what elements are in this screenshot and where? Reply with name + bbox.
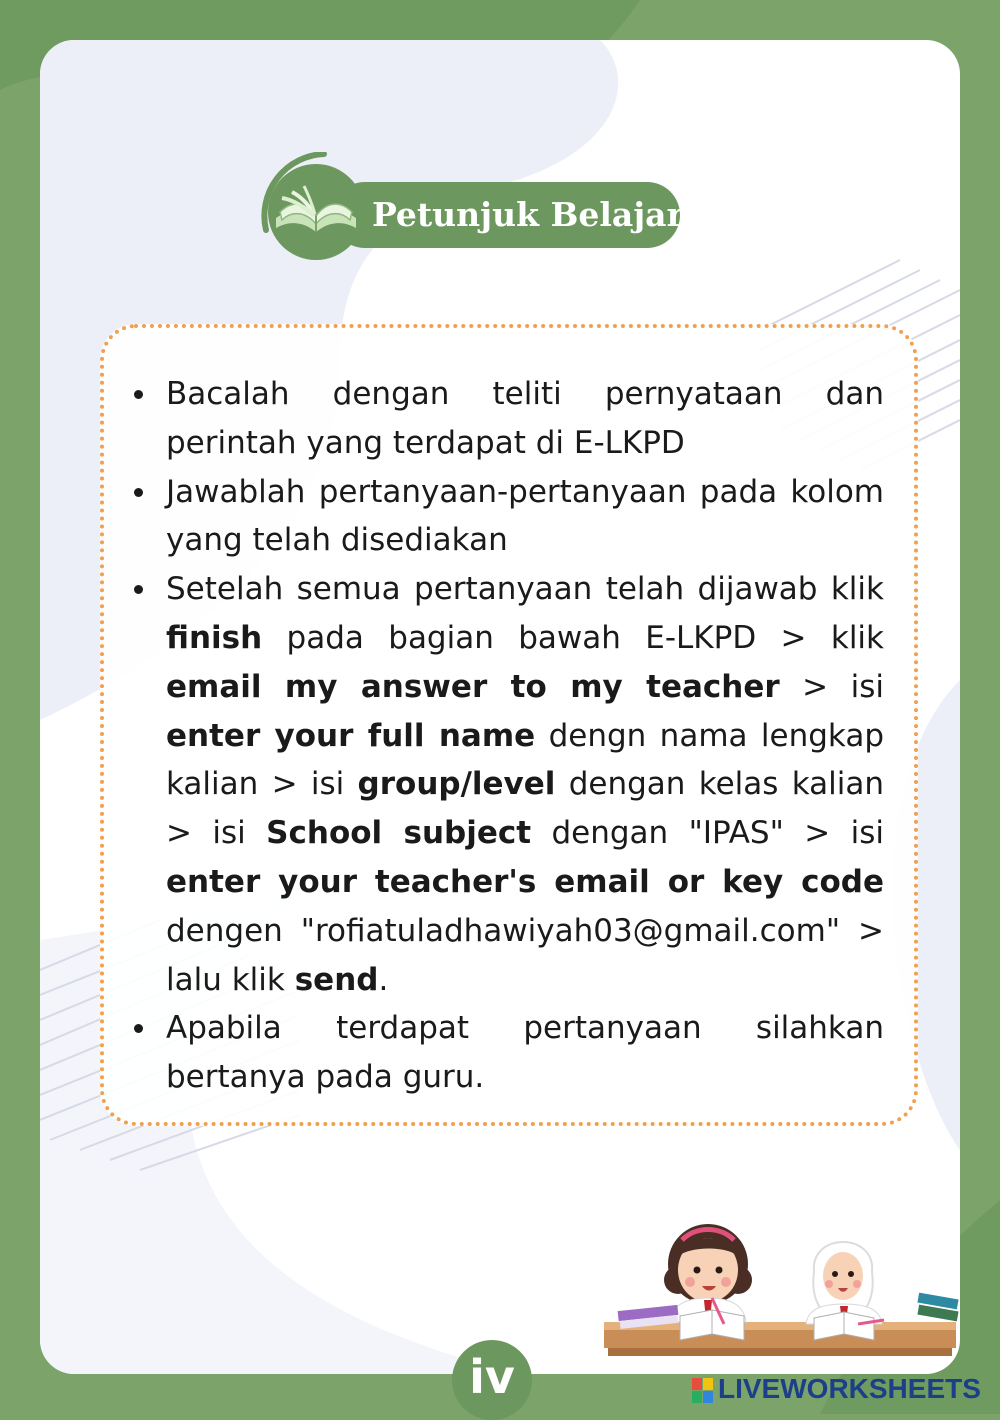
instruction-keyword: finish [166, 619, 263, 656]
instruction-keyword: email my answer to my teacher [166, 668, 780, 705]
instruction-text: . [378, 961, 389, 998]
instruction-text: > isi [779, 668, 884, 705]
instruction-keyword: enter your teacher's email or key code [166, 863, 884, 900]
instructions-box [100, 324, 918, 1126]
instruction-text: Bacalah dengan teliti pernyataan dan perintah yang terdapat di E-LKPD [166, 376, 884, 461]
instruction-text: Apabila terdapat pertanyaan silahkan bertanya pada guru. [166, 1010, 884, 1096]
instruction-text: dengan kelas kalian > isi [166, 766, 885, 852]
instruction-keyword: enter your full name [166, 717, 536, 754]
instruction-keyword: send [294, 961, 379, 998]
instruction-item [132, 565, 884, 1004]
section-title [252, 152, 692, 264]
content-card [40, 40, 960, 1374]
liveworksheets-logo-icon [692, 1378, 714, 1404]
brand-name: LIVEWORKSHEETS [718, 1373, 981, 1404]
instruction-text: Jawablah pertanyaan-pertanyaan pada kolom yang telah disediakan [166, 473, 884, 559]
students-studying-illustration [600, 1212, 960, 1374]
instruction-text: pada bagian bawah E-LKPD > klik [262, 619, 884, 656]
instruction-item [132, 468, 884, 566]
instruction-text: dengn nama lengkap kalian > isi [166, 717, 884, 803]
open-book-icon [252, 152, 372, 264]
instruction-text: dengan "IPAS" > isi [531, 815, 885, 852]
instruction-text: dengen "rofiatuladhawiyah03@gmail.com" > lalu klik [166, 912, 884, 998]
brand-watermark [692, 1372, 981, 1406]
instruction-text: Setelah semua pertanyaan telah dijawab klik [166, 571, 884, 608]
page-number: iv [452, 1340, 532, 1420]
instruction-item [132, 370, 884, 468]
page-title: Petunjuk Belajar [372, 195, 684, 234]
instruction-keyword: group/level [357, 766, 556, 803]
instruction-item [132, 1004, 884, 1102]
instruction-keyword: School subject [266, 815, 532, 852]
instruction-list [132, 370, 884, 1102]
